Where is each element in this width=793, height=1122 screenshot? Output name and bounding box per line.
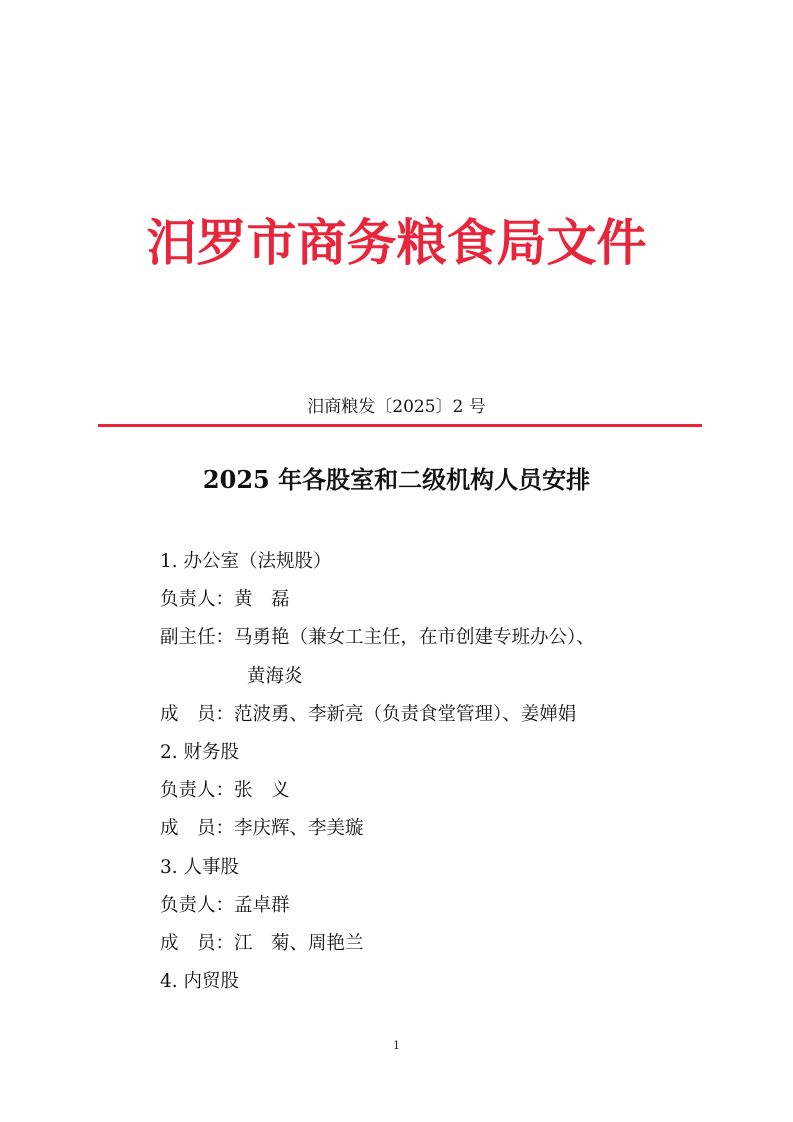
section-heading-personnel: 3. 人事股	[160, 856, 240, 878]
personnel-members: 成 员：江 菊、周艳兰	[160, 932, 364, 954]
finance-members: 成 员：李庆辉、李美璇	[160, 818, 364, 840]
page-number: 1	[393, 1039, 400, 1052]
section-heading-finance: 2. 财务股	[160, 741, 240, 763]
document-number: 汨商粮发〔2025〕2 号	[307, 397, 486, 417]
office-head: 负责人：黄 磊	[160, 589, 290, 611]
finance-head: 负责人：张 义	[160, 780, 290, 802]
office-deputy: 副主任：马勇艳（兼女工主任，在市创建专班办公）、	[160, 627, 595, 649]
document-header-title: 汨罗市商务粮食局文件	[146, 213, 647, 272]
header-red-rule	[98, 424, 702, 427]
section-heading-office: 1. 办公室（法规股）	[160, 551, 332, 572]
office-members: 成 员：范波勇、李新亮（负责食堂管理）、姜婵娟	[160, 703, 577, 725]
office-deputy-continued: 黄海炎	[247, 665, 303, 687]
section-heading-domestic-trade: 4. 内贸股	[160, 971, 240, 993]
personnel-head: 负责人：孟卓群	[160, 894, 290, 916]
document-title: 2025 年各股室和二级机构人员安排	[202, 465, 591, 494]
document-body	[160, 543, 720, 1001]
